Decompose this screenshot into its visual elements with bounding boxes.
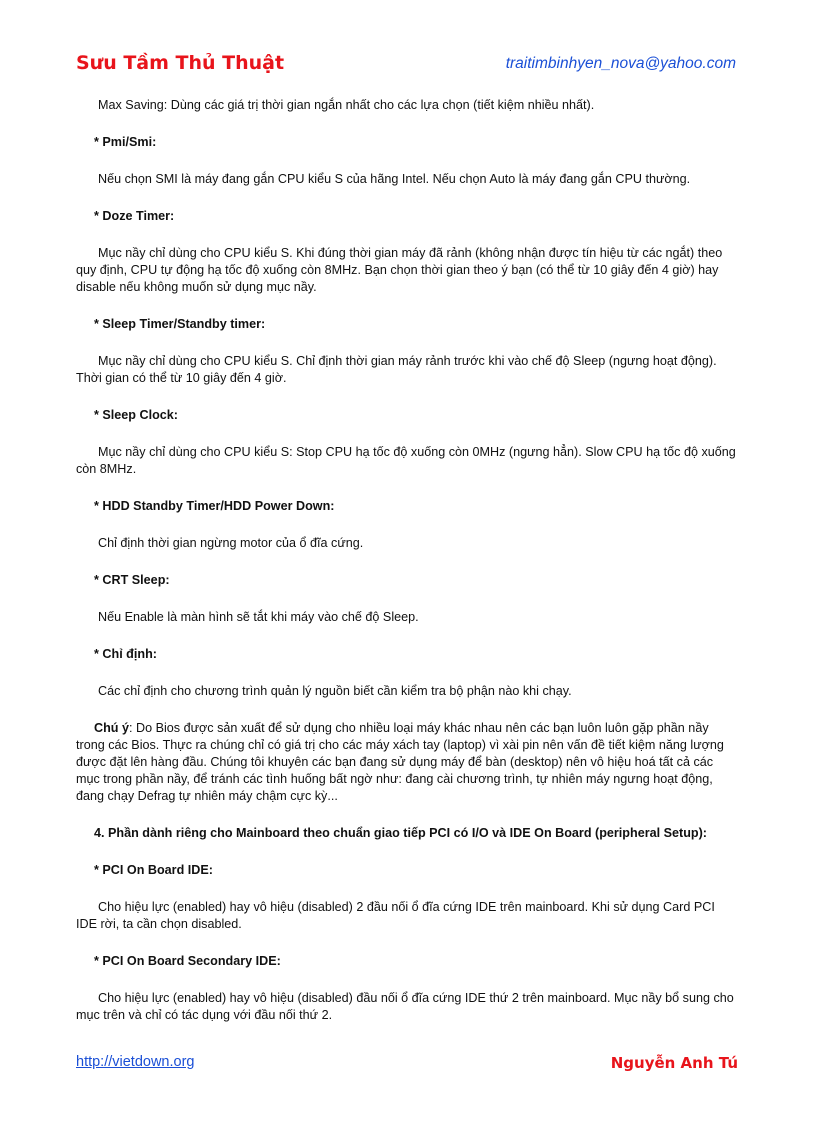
pci-ide-text: Cho hiệu lực (enabled) hay vô hiệu (disabled) 2 đầu nối ổ đĩa cứng IDE trên mainboard. Khi sử dụng Card PCI IDE rời, ta cần chọn disabled. bbox=[76, 900, 715, 931]
chidinh-heading: * Chỉ định: bbox=[94, 647, 157, 661]
doze-text: Mục nầy chỉ dùng cho CPU kiểu S. Khi đúng thời gian máy đã rảnh (không nhận được tín hiệu từ các ngắt) theo quy định, CPU tự động hạ tốc độ xuống còn 8MHz. Bạn chọn thời gian theo ý bạn (có thể từ 10 giây đến 4 giờ) hay disable nếu không muốn sử dụng mục nầy. bbox=[76, 246, 723, 294]
document-body bbox=[76, 97, 738, 1024]
note-text: : Do Bios được sản xuất để sử dụng cho nhiều loại máy khác nhau nên các bạn luôn luôn gặp phần nầy trong các Bios. Thực ra chúng chỉ có giá trị cho các máy xách tay (laptop) vì xài pin nên vấn đề tiết kiệm năng lượng được đặt lên hàng đầu. Chúng tôi khuyên các bạn đang sử dụng máy để bàn (desktop) nên vô hiệu hoá tất cả các mục trong phần nầy, để tránh các tình huống bất ngờ như: đang cài chương trình, tự nhiên máy ngưng hoạt động, đang chạy Defrag tự nhiên máy chậm cực kỳ... bbox=[76, 721, 724, 803]
sleep-timer-text: Mục nầy chỉ dùng cho CPU kiểu S. Chỉ định thời gian máy rảnh trước khi vào chế độ Sleep (ngưng hoạt động). Thời gian có thể từ 10 giây đến 4 giờ. bbox=[76, 354, 717, 385]
doze-heading: * Doze Timer: bbox=[94, 209, 175, 223]
pmi-text: Nếu chọn SMI là máy đang gắn CPU kiểu S của hãng Intel. Nếu chọn Auto là máy đang gắn CPU thường. bbox=[98, 172, 691, 186]
footer-link[interactable]: http://vietdown.org bbox=[76, 1054, 195, 1070]
sleep-timer-heading: * Sleep Timer/Standby timer: bbox=[94, 317, 266, 331]
pci-sec-text: Cho hiệu lực (enabled) hay vô hiệu (disabled) đầu nối ổ đĩa cứng IDE thứ 2 trên mainboard. Mục nầy bổ sung cho mục trên và chỉ có tác dụng với đầu nối thứ 2. bbox=[76, 991, 734, 1022]
crt-text: Nếu Enable là màn hình sẽ tắt khi máy vào chế độ Sleep. bbox=[98, 610, 419, 624]
sleep-clock-text: Mục nầy chỉ dùng cho CPU kiểu S: Stop CPU hạ tốc độ xuống còn 0MHz (ngưng hẳn). Slow CPU hạ tốc độ xuống còn 8MHz. bbox=[76, 445, 736, 476]
footer-author: Nguyễn Anh Tú bbox=[610, 1054, 738, 1072]
crt-heading: * CRT Sleep: bbox=[94, 573, 170, 587]
chidinh-text: Các chỉ định cho chương trình quản lý nguồn biết cần kiểm tra bộ phận nào khi chạy. bbox=[98, 684, 572, 698]
pci-ide-heading: * PCI On Board IDE: bbox=[94, 863, 213, 877]
section4-heading: 4. Phần dành riêng cho Mainboard theo chuẩn giao tiếp PCI có I/O và IDE On Board (peripheral Setup): bbox=[94, 826, 707, 840]
note-label: Chú ý bbox=[94, 721, 129, 735]
hdd-text: Chỉ định thời gian ngừng motor của ổ đĩa cứng. bbox=[98, 536, 364, 550]
pci-sec-heading: * PCI On Board Secondary IDE: bbox=[94, 954, 281, 968]
note-paragraph bbox=[76, 720, 738, 805]
pmi-heading: * Pmi/Smi: bbox=[94, 135, 157, 149]
header-title: Sưu Tầm Thủ Thuật bbox=[76, 52, 285, 74]
hdd-heading: * HDD Standby Timer/HDD Power Down: bbox=[94, 499, 335, 513]
header-email[interactable]: traitimbinhyen_nova@yahoo.com bbox=[505, 55, 736, 72]
sleep-clock-heading: * Sleep Clock: bbox=[94, 408, 178, 422]
max-saving-text: Max Saving: Dùng các giá trị thời gian ngắn nhất cho các lựa chọn (tiết kiệm nhiều nhất). bbox=[98, 98, 595, 112]
